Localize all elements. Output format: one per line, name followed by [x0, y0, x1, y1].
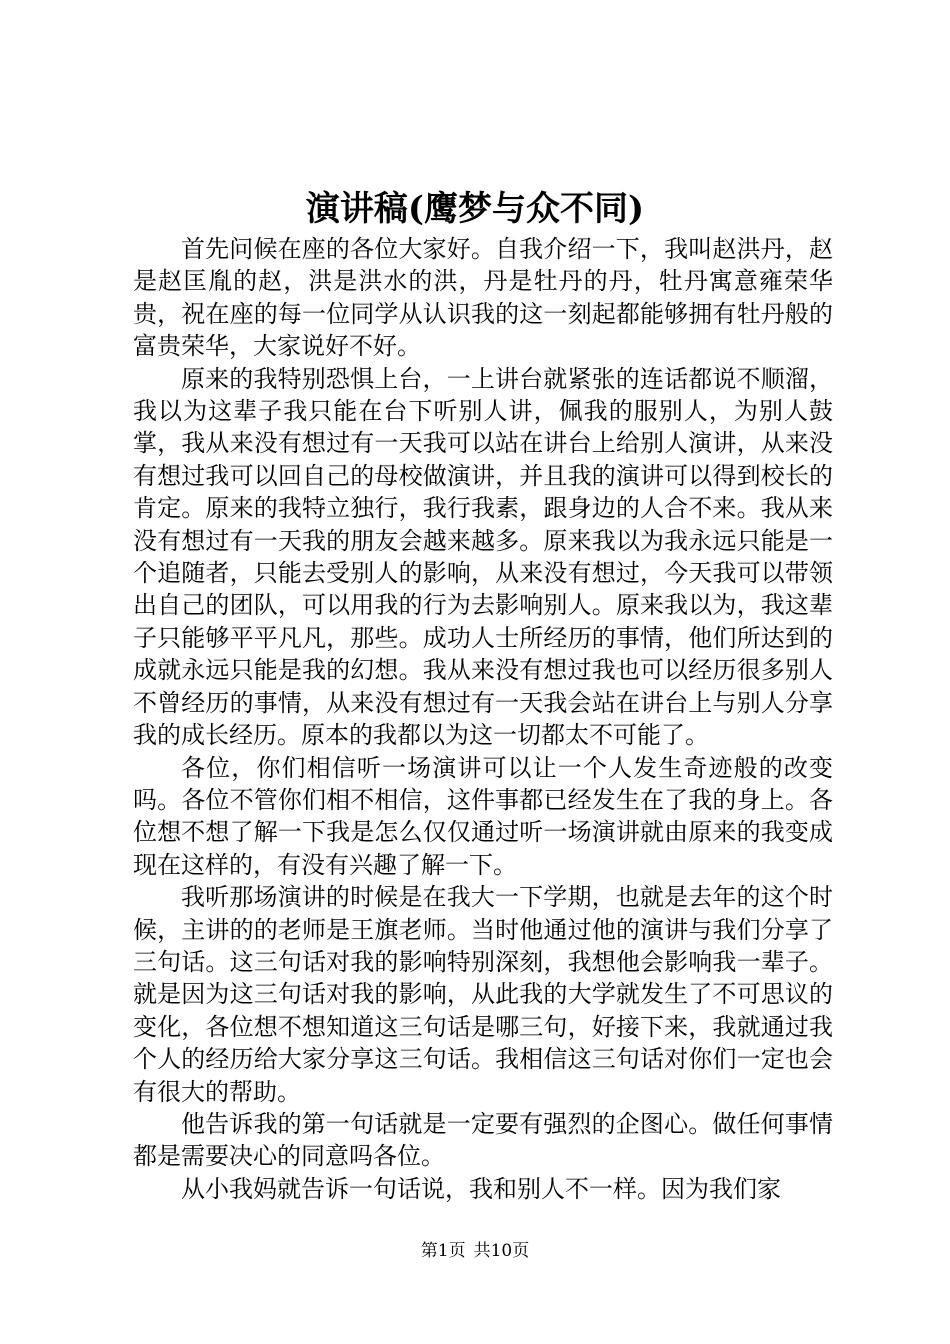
page-footer [0, 1240, 950, 1262]
page-total: 共10页 [473, 1241, 530, 1261]
paragraph-3: 各位，你们相信听一场演讲可以让一个人发生奇迹般的改变吗。各位不管你们相不相信，这件事都已经发生在了我的身上。各位想不想了解一下我是怎么仅仅通过听一场演讲就由原来的我变成现在这样的，有没有兴趣了解一下。 [133, 753, 833, 879]
paragraph-6: 从小我妈就告诉一句话说，我和别人不一样。因为我们家 [181, 1174, 781, 1203]
page-number: 第1页 [420, 1241, 466, 1261]
paragraph-2: 原来的我特别恐惧上台，一上讲台就紧张的连话都说不顺溜，我以为这辈子我只能在台下听别人讲，佩我的服别人，为别人鼓掌，我从来没有想过有一天我可以站在讲台上给别人演讲，从来没有想过我可以回自己的母校做演讲，并且我的演讲可以得到校长的肯定。原来的我特立独行，我行我素，跟身边的人合不来。我从来没有想过有一天我的朋友会越来越多。原来我以为我永远只能是一个追随者，只能去受别人的影响，从来没有想过，今天我可以带领出自己的团队，可以用我的行为去影响别人。原来我以为，我这辈子只能够平平凡凡，那些。成功人士所经历的事情，他们所达到的成就永远只能是我的幻想。我从来没有想过我也可以经历很多别人不曾经历的事情，从来没有想过有一天我会站在讲台上与别人分享我的成长经历。原本的我都以为这一切都太不可能了。 [133, 364, 833, 750]
document-body [133, 233, 833, 1205]
document-title: 演讲稿(鹰梦与众不同) [305, 189, 645, 229]
paragraph-5: 他告诉我的第一句话就是一定要有强烈的企图心。做任何事情都是需要决心的同意吗各位。 [133, 1109, 833, 1171]
paragraph-4: 我听那场演讲的时候是在我大一下学期，也就是去年的这个时候，主讲的的老师是王旗老师。当时他通过他的演讲与我们分享了三句话。这三句话对我的影响特别深刻，我想他会影响我一辈子。就是因为这三句话对我的影响，从此我的大学就发生了不可思议的变化，各位想不想知道这三句话是哪三句，好接下来，我就通过我个人的经历给大家分享这三句话。我相信这三句话对你们一定也会有很大的帮助。 [133, 883, 833, 1106]
paragraph-1: 首先问候在座的各位大家好。自我介绍一下，我叫赵洪丹，赵是赵匡胤的赵，洪是洪水的洪，丹是牡丹的丹，牡丹寓意雍荣华贵，祝在座的每一位同学从认识我的这一刻起都能够拥有牡丹般的富贵荣华，大家说好不好。 [133, 235, 833, 361]
